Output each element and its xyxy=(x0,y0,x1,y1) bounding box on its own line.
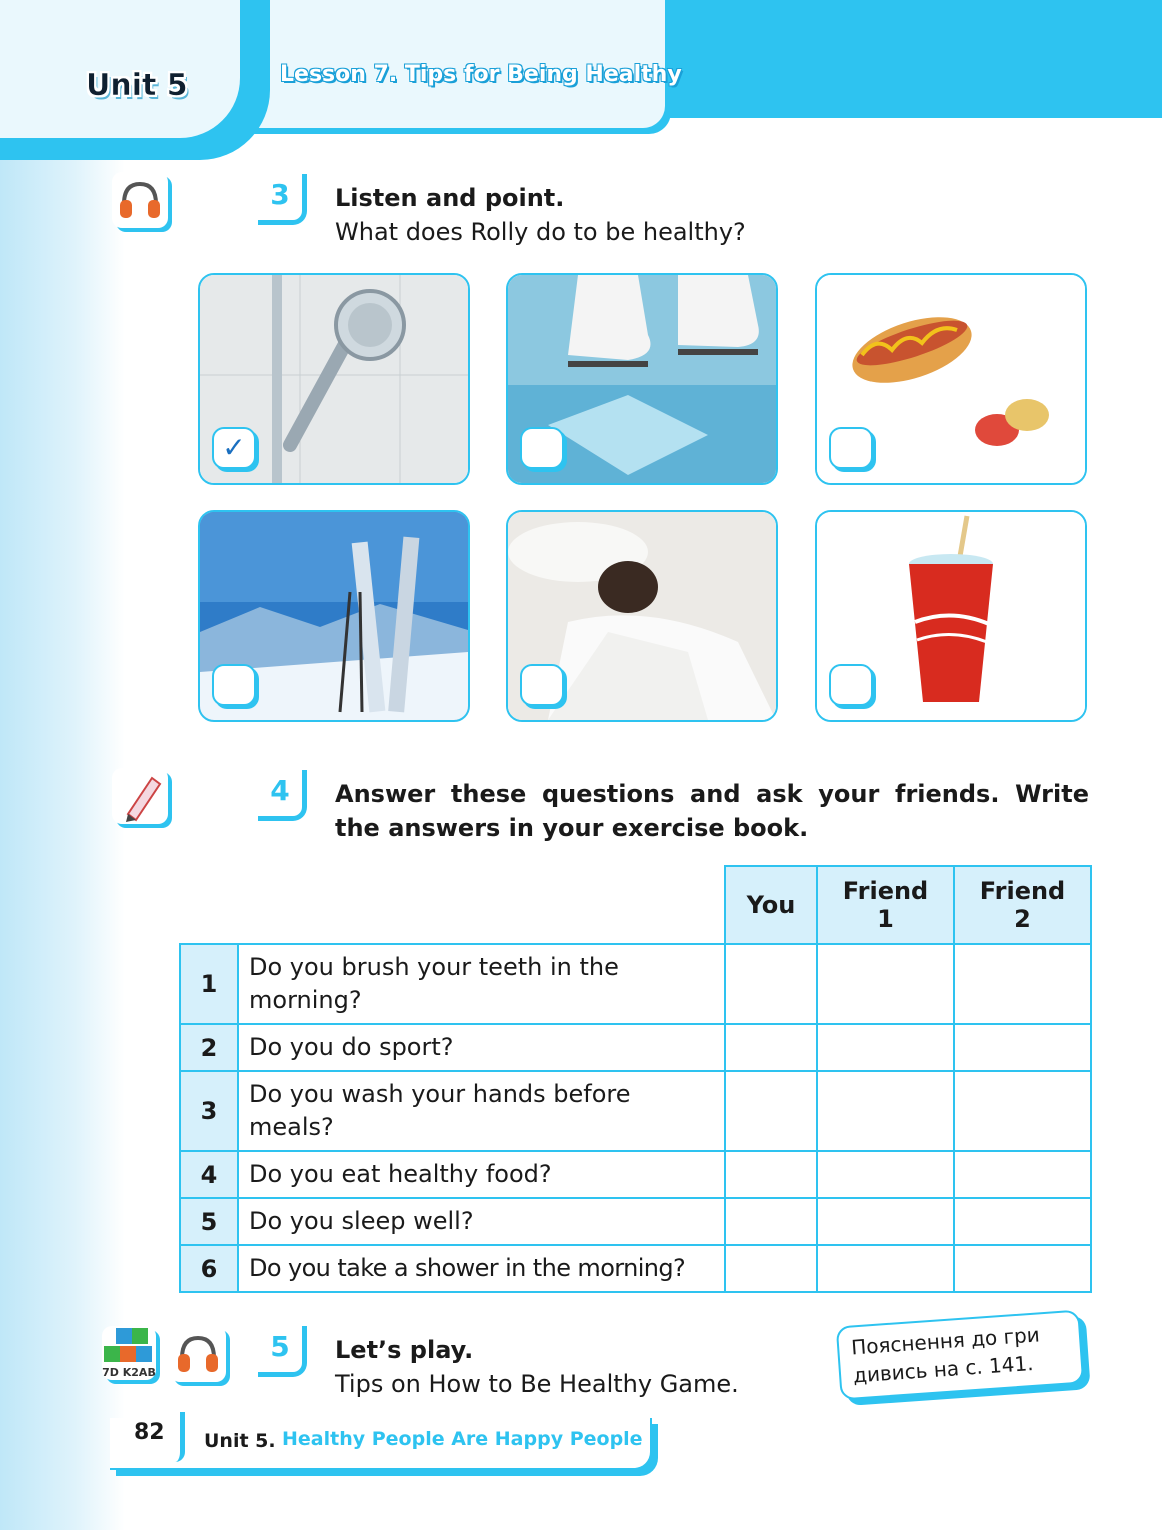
answer-cell-friend-1[interactable] xyxy=(817,1151,954,1198)
answer-cell-friend-2[interactable] xyxy=(954,1071,1091,1151)
exercise-3-title: Listen and point. xyxy=(335,184,565,212)
letter-blocks-icon xyxy=(102,1326,156,1380)
unit-label: Unit 5 xyxy=(86,68,188,103)
answer-cell-friend-1[interactable] xyxy=(817,1071,954,1151)
table-row xyxy=(180,1198,1091,1245)
answer-cell-you[interactable] xyxy=(725,944,817,1024)
checkbox-shower[interactable]: ✓ xyxy=(212,427,256,469)
headphones-icon xyxy=(112,172,168,228)
header-friend-2: Friend 2 xyxy=(954,866,1091,944)
table-row xyxy=(180,1151,1091,1198)
row-number: 5 xyxy=(180,1198,238,1245)
header-you: You xyxy=(725,866,817,944)
lesson-title: Lesson 7. Tips for Being Healthy xyxy=(280,62,682,87)
answer-cell-friend-2[interactable] xyxy=(954,944,1091,1024)
table-row xyxy=(180,1245,1091,1292)
row-question: Do you do sport? xyxy=(238,1024,725,1071)
exercise-5-title: Let’s play. xyxy=(335,1336,474,1364)
table-row xyxy=(180,1071,1091,1151)
row-question: Do you sleep well? xyxy=(238,1198,725,1245)
page-sidebar xyxy=(0,0,125,1530)
exercise-5-subtitle: Tips on How to Be Healthy Game. xyxy=(335,1370,739,1398)
questions-table xyxy=(179,865,1092,1293)
answer-cell-friend-2[interactable] xyxy=(954,1198,1091,1245)
exercise-5-number: 5 xyxy=(258,1326,307,1377)
row-question: Do you eat healthy food? xyxy=(238,1151,725,1198)
row-number: 4 xyxy=(180,1151,238,1198)
row-question: Do you brush your teeth in the morning? xyxy=(238,944,725,1024)
row-number: 1 xyxy=(180,944,238,1024)
picture-skis[interactable] xyxy=(198,510,470,722)
checkbox-hot-dog[interactable] xyxy=(829,427,873,469)
exercise-4-title-line2: the answers in your exercise book. xyxy=(335,814,809,842)
pencil-icon xyxy=(112,768,168,824)
header-friend-1: Friend 1 xyxy=(817,866,954,944)
answer-cell-you[interactable] xyxy=(725,1245,817,1292)
row-question: Do you take a shower in the morning? xyxy=(238,1245,725,1292)
picture-hot-dog-and-candy[interactable] xyxy=(815,273,1087,485)
exercise-4-title-line1: Answer these questions and ask your friends. Write xyxy=(335,780,1089,808)
footer-title: Healthy People Are Happy People xyxy=(282,1428,643,1450)
picture-girl-sleeping[interactable] xyxy=(506,510,778,722)
answer-cell-friend-1[interactable] xyxy=(817,944,954,1024)
row-question: Do you wash your hands before meals? xyxy=(238,1071,725,1151)
table-row xyxy=(180,1024,1091,1071)
checkbox-soda[interactable] xyxy=(829,664,873,706)
svg-text:7D K2AB: 7D K2AB xyxy=(102,1366,156,1379)
exercise-3-subtitle: What does Rolly do to be healthy? xyxy=(335,218,746,246)
picture-ice-skates[interactable] xyxy=(506,273,778,485)
footer-separator xyxy=(172,1412,185,1462)
answer-cell-friend-1[interactable] xyxy=(817,1024,954,1071)
checkbox-sleeping[interactable] xyxy=(520,664,564,706)
row-number: 3 xyxy=(180,1071,238,1151)
answer-cell-you[interactable] xyxy=(725,1198,817,1245)
exercise-4-number: 4 xyxy=(258,770,307,821)
answer-cell-you[interactable] xyxy=(725,1024,817,1071)
answer-cell-you[interactable] xyxy=(725,1151,817,1198)
table-header-blank xyxy=(180,866,725,944)
row-number: 2 xyxy=(180,1024,238,1071)
answer-cell-friend-2[interactable] xyxy=(954,1024,1091,1071)
footer-unit: Unit 5. xyxy=(204,1430,276,1452)
headphones-icon xyxy=(170,1326,226,1382)
picture-soda-cup[interactable] xyxy=(815,510,1087,722)
answer-cell-friend-2[interactable] xyxy=(954,1245,1091,1292)
checkbox-ice-skates[interactable] xyxy=(520,427,564,469)
answer-cell-friend-1[interactable] xyxy=(817,1198,954,1245)
answer-cell-friend-1[interactable] xyxy=(817,1245,954,1292)
picture-shower[interactable] xyxy=(198,273,470,485)
row-number: 6 xyxy=(180,1245,238,1292)
page-number: 82 xyxy=(134,1420,165,1445)
table-row xyxy=(180,944,1091,1024)
exercise-3-number: 3 xyxy=(258,174,307,225)
answer-cell-friend-2[interactable] xyxy=(954,1151,1091,1198)
answer-cell-you[interactable] xyxy=(725,1071,817,1151)
checkbox-skis[interactable] xyxy=(212,664,256,706)
game-note: Пояснення до гри дивись на с. 141. xyxy=(836,1310,1085,1401)
